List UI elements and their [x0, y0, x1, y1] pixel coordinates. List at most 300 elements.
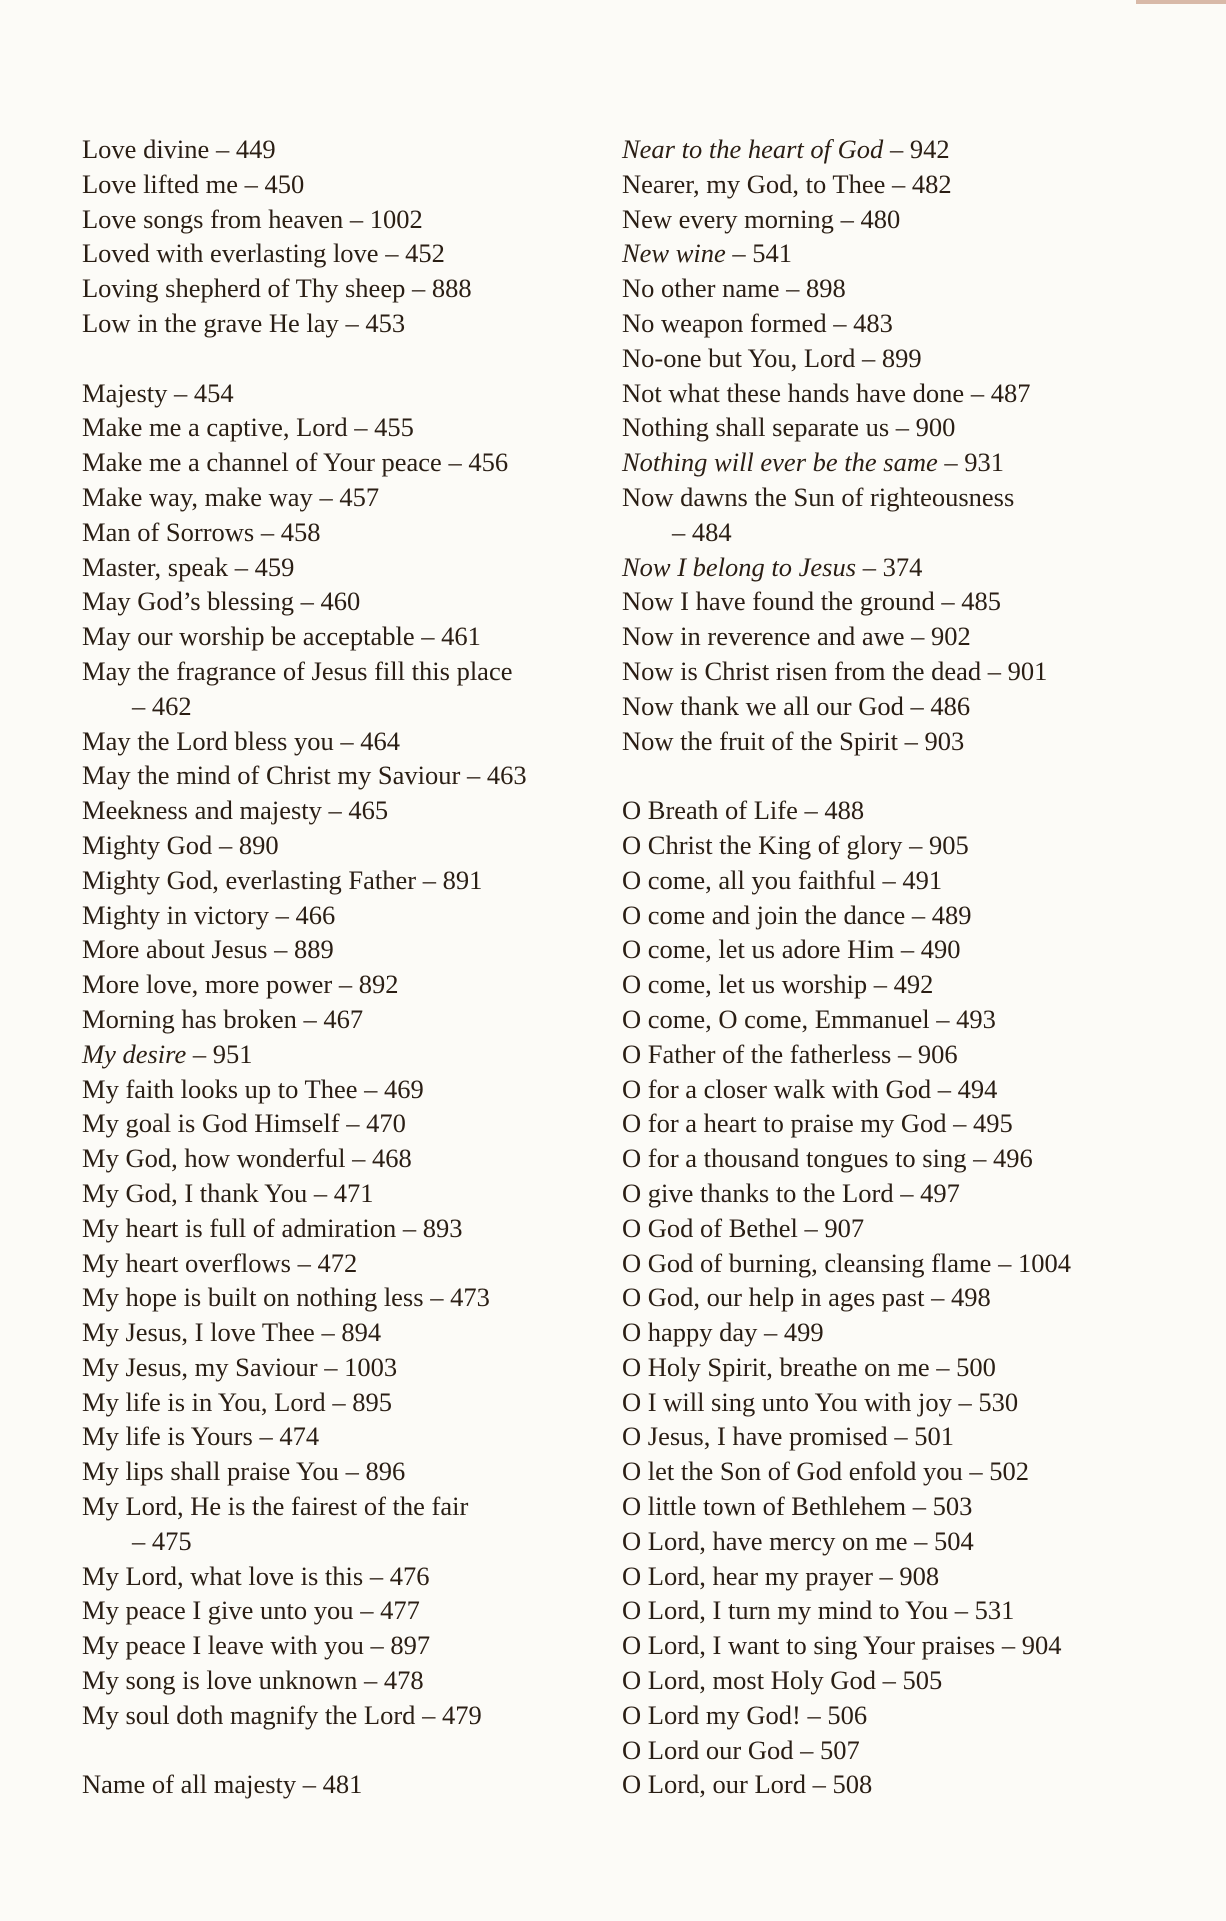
index-entry	[622, 1037, 1142, 1072]
index-entry	[622, 1419, 1142, 1454]
entry-separator: –	[991, 1247, 1018, 1278]
index-entry	[82, 236, 602, 271]
index-entry	[82, 1350, 602, 1385]
entry-separator: –	[405, 273, 432, 304]
entry-title: May God’s blessing	[82, 586, 294, 617]
entry-separator: –	[228, 551, 255, 582]
entry-separator: –	[905, 899, 932, 930]
entry-separator: –	[252, 1421, 280, 1452]
entry-title: O Lord my God!	[622, 1699, 801, 1730]
entry-number: 492	[893, 969, 934, 1000]
entry-title: My lips shall praise You	[82, 1456, 339, 1487]
entry-separator: –	[423, 1282, 451, 1313]
entry-separator: –	[338, 1456, 366, 1487]
entry-number: 473	[450, 1282, 490, 1313]
entry-separator: –	[296, 1769, 323, 1800]
entry-title: No weapon formed	[622, 307, 827, 338]
entry-title: Now the fruit of the Spirit	[622, 725, 898, 756]
index-entry	[622, 1559, 1142, 1594]
index-entry	[82, 445, 602, 480]
entry-number: 931	[964, 447, 1004, 478]
entry-number: 468	[372, 1143, 412, 1174]
index-entry	[82, 619, 602, 654]
index-entry	[622, 584, 1142, 619]
entry-title: Meekness and majesty	[82, 795, 322, 826]
entry-title: My life is Yours	[82, 1421, 253, 1452]
index-entry	[82, 1489, 602, 1559]
index-entry	[82, 167, 602, 202]
entry-title: Mighty God	[82, 829, 213, 860]
index-entry	[622, 1280, 1142, 1315]
entry-title: My goal is God Himself	[82, 1108, 340, 1139]
entry-separator: –	[934, 586, 962, 617]
entry-title: Now dawns the Sun of righteousness	[622, 481, 1015, 512]
entry-separator: –	[132, 690, 152, 721]
index-entry	[82, 306, 602, 341]
entry-title: Now thank we all our God	[622, 690, 904, 721]
entry-separator: –	[946, 1108, 974, 1139]
entry-title: May our worship be acceptable	[82, 621, 415, 652]
entry-number: 501	[914, 1421, 954, 1452]
entry-title: My song is love unknown	[82, 1665, 358, 1696]
entry-number: 891	[442, 864, 483, 895]
index-entry	[82, 654, 602, 724]
index-entry	[82, 132, 602, 167]
entry-separator: –	[378, 238, 406, 269]
entry-separator: –	[343, 203, 370, 234]
index-entry	[622, 898, 1142, 933]
entry-separator: –	[966, 1143, 993, 1174]
index-entry	[82, 1559, 602, 1594]
entry-separator: –	[883, 134, 910, 164]
index-entry	[622, 1350, 1142, 1385]
index-entry	[82, 1454, 602, 1489]
entry-number: 508	[832, 1769, 873, 1800]
entry-number: 489	[931, 899, 972, 930]
index-entry	[82, 1141, 602, 1176]
entry-separator: –	[800, 1699, 828, 1730]
entry-number: 904	[1021, 1630, 1062, 1661]
entry-separator: –	[907, 1525, 935, 1556]
entry-number: 505	[902, 1665, 943, 1696]
entry-number: 905	[928, 829, 969, 860]
entry-separator: –	[416, 864, 443, 895]
entry-title: No other name	[622, 273, 780, 304]
entry-separator: –	[906, 1491, 933, 1522]
index-entry	[622, 167, 1142, 202]
index-entry	[622, 236, 1142, 271]
section-gap	[622, 758, 1142, 793]
entry-number: 896	[365, 1456, 406, 1487]
entry-number: 458	[280, 516, 321, 547]
entry-number: 499	[783, 1317, 824, 1348]
entry-number: 455	[374, 412, 414, 443]
entry-number: 895	[352, 1386, 392, 1417]
entry-title: Low in the grave He lay	[82, 307, 339, 338]
entry-separator: –	[314, 1317, 342, 1348]
entry-title: O Lord, I want to sing Your praises	[622, 1630, 996, 1661]
index-entry	[622, 376, 1142, 411]
entry-number: 897	[390, 1630, 431, 1661]
entry-separator: –	[806, 1769, 833, 1800]
entry-number: 476	[389, 1560, 430, 1591]
index-entry	[82, 1002, 602, 1037]
index-entry	[622, 1593, 1142, 1628]
entry-number: 487	[990, 377, 1031, 408]
index-entry	[82, 1628, 602, 1663]
entry-title: O little town of Bethlehem	[622, 1491, 907, 1522]
index-entry	[82, 515, 602, 550]
entry-number: 477	[380, 1595, 420, 1626]
entry-separator: –	[894, 934, 921, 965]
entry-title: O Lord, I turn my mind to You	[622, 1595, 949, 1626]
entry-title: O give thanks to the Lord	[622, 1177, 894, 1208]
entry-title: O for a heart to praise my God	[622, 1108, 947, 1139]
entry-continuation	[82, 1524, 602, 1559]
entry-title: Mighty in victory	[82, 899, 269, 930]
entry-separator: –	[132, 1525, 152, 1556]
index-entry	[82, 967, 602, 1002]
entry-separator: –	[951, 1386, 979, 1417]
entry-number: 901	[1007, 655, 1048, 686]
entry-title: Mighty God, everlasting Father	[82, 864, 417, 895]
entry-separator: –	[441, 447, 469, 478]
index-entry	[622, 1002, 1142, 1037]
entry-number: 472	[317, 1247, 358, 1278]
entry-title: My hope is built on nothing less	[82, 1282, 424, 1313]
index-entry	[622, 1246, 1142, 1281]
entry-title: O Lord, most Holy God	[622, 1665, 876, 1696]
index-entry	[622, 619, 1142, 654]
entry-separator: –	[797, 1212, 825, 1243]
index-entry	[82, 1593, 602, 1628]
entry-title: Name of all majesty	[82, 1769, 297, 1800]
entry-number: 456	[468, 447, 509, 478]
entry-number: 892	[358, 969, 399, 1000]
entry-separator: –	[924, 1282, 951, 1313]
entry-title: May the Lord bless you	[82, 725, 334, 756]
index-entry	[622, 480, 1142, 550]
entry-title: O Lord, have mercy on me	[622, 1525, 908, 1556]
entry-number: 906	[917, 1038, 958, 1069]
entry-separator: –	[267, 934, 294, 965]
entry-separator: –	[357, 1665, 384, 1696]
entry-title: My life is in You, Lord	[82, 1386, 326, 1417]
index-entry	[82, 1176, 602, 1211]
entry-number: 453	[365, 307, 406, 338]
entry-title: O for a closer walk with God	[622, 1073, 932, 1104]
entry-title: O Holy Spirit, breathe on me	[622, 1351, 930, 1382]
index-entry	[82, 410, 602, 445]
entry-number: 490	[920, 934, 961, 965]
entry-separator: –	[964, 377, 991, 408]
entry-number: 498	[951, 1282, 991, 1313]
index-entry	[82, 1280, 602, 1315]
index-entry	[622, 1141, 1142, 1176]
entry-title: O come, all you faithful	[622, 864, 876, 895]
entry-separator: –	[186, 1038, 213, 1069]
entry-separator: –	[797, 795, 825, 826]
entry-number: 903	[924, 725, 965, 756]
entry-number: 899	[881, 342, 922, 373]
index-entry	[622, 445, 1142, 480]
entry-continuation	[82, 689, 602, 724]
entry-number: 506	[827, 1699, 868, 1730]
entry-number: 488	[824, 795, 865, 826]
entry-number: 1002	[369, 203, 423, 234]
index-entry	[622, 967, 1142, 1002]
entry-title: My God, how wonderful	[82, 1143, 346, 1174]
entry-number: 480	[860, 203, 901, 234]
entry-separator: –	[333, 725, 361, 756]
entry-separator: –	[396, 1212, 423, 1243]
index-entry	[82, 1767, 602, 1802]
entry-title: More love, more power	[82, 969, 333, 1000]
entry-separator: –	[325, 1386, 353, 1417]
entry-separator: –	[826, 307, 854, 338]
index-entry	[622, 1211, 1142, 1246]
entry-title: Now I belong to Jesus	[622, 551, 857, 582]
entry-title: Majesty	[82, 377, 168, 408]
index-entry	[82, 1106, 602, 1141]
entry-title: O God, our help in ages past	[622, 1282, 925, 1313]
page-edge-mark	[1136, 0, 1226, 4]
index-entry	[622, 1489, 1142, 1524]
entry-number: 459	[254, 551, 295, 582]
index-entry	[82, 480, 602, 515]
entry-number: 500	[956, 1351, 996, 1382]
entry-number: 902	[931, 621, 971, 652]
entry-separator: –	[981, 655, 1008, 686]
index-entry	[82, 1037, 602, 1072]
entry-number: 482	[911, 168, 952, 199]
entry-separator: –	[962, 1456, 990, 1487]
entry-title: O Lord our God	[622, 1734, 794, 1765]
index-entry	[82, 932, 602, 967]
index-entry	[82, 1072, 602, 1107]
entry-number: 530	[978, 1386, 1019, 1417]
index-entry	[622, 202, 1142, 237]
entry-number: 531	[974, 1595, 1015, 1626]
entry-separator: –	[347, 412, 375, 443]
index-entry	[82, 1385, 602, 1420]
entry-number: 900	[915, 412, 956, 443]
index-entry	[622, 1733, 1142, 1768]
entry-title: More about Jesus	[82, 934, 268, 965]
entry-title: My peace I leave with you	[82, 1630, 364, 1661]
entry-number: 898	[805, 273, 846, 304]
entry-title: Nothing shall separate us	[622, 412, 890, 443]
index-entry	[622, 271, 1142, 306]
entry-title: New every morning	[622, 203, 834, 234]
index-entry	[82, 1698, 602, 1733]
entry-separator: –	[268, 899, 296, 930]
entry-number: 484	[691, 516, 732, 547]
entry-separator: –	[353, 1595, 381, 1626]
index-entry	[622, 863, 1142, 898]
entry-number: 454	[193, 377, 234, 408]
entry-title: Make way, make way	[82, 481, 313, 512]
section-gap	[82, 341, 602, 376]
index-entry	[622, 1698, 1142, 1733]
entry-number: 474	[279, 1421, 320, 1452]
entry-separator: –	[672, 516, 692, 547]
entry-separator: –	[167, 377, 194, 408]
entry-separator: –	[872, 1560, 900, 1591]
entry-separator: –	[931, 1073, 958, 1104]
entry-number: 374	[882, 551, 923, 582]
index-entry	[622, 1315, 1142, 1350]
section-gap	[82, 1733, 602, 1768]
entry-separator: –	[725, 238, 753, 269]
entry-title: My Lord, He is the fairest of the fair	[82, 1491, 469, 1522]
index-entry	[622, 1176, 1142, 1211]
entry-separator: –	[291, 1247, 318, 1278]
entry-title: Morning has broken	[82, 1003, 297, 1034]
entry-title: My soul doth magnify the Lord	[82, 1699, 416, 1730]
entry-separator: –	[903, 690, 931, 721]
entry-title: My heart overflows	[82, 1247, 291, 1278]
entry-number: 502	[989, 1456, 1030, 1487]
entry-title: O come, let us worship	[622, 969, 868, 1000]
entry-separator: –	[312, 481, 340, 512]
entry-title: Now is Christ risen from the dead	[622, 655, 982, 686]
entry-separator: –	[757, 1317, 784, 1348]
index-entry	[82, 1419, 602, 1454]
index-entry	[622, 550, 1142, 585]
entry-number: 495	[973, 1108, 1013, 1139]
entry-title: Make me a captive, Lord	[82, 412, 348, 443]
entry-title: May the fragrance of Jesus fill this place	[82, 655, 513, 686]
index-entry	[82, 376, 602, 411]
entry-number: 450	[264, 168, 305, 199]
index-entry	[622, 306, 1142, 341]
entry-number: 496	[992, 1143, 1033, 1174]
index-entry	[622, 932, 1142, 967]
index-entry	[622, 1524, 1142, 1559]
entry-separator: –	[338, 307, 366, 338]
entry-number: 461	[441, 621, 481, 652]
entry-title: O Lord, hear my prayer	[622, 1560, 873, 1591]
entry-number: 457	[339, 481, 380, 512]
index-entry	[622, 1385, 1142, 1420]
entry-number: 469	[384, 1073, 424, 1104]
entry-title: O come, O come, Emmanuel	[622, 1003, 930, 1034]
entry-number: 507	[820, 1734, 860, 1765]
entry-separator: –	[929, 1003, 957, 1034]
entry-number: 889	[293, 934, 334, 965]
index-entry	[82, 758, 602, 793]
entry-title: O let the Son of God enfold you	[622, 1456, 963, 1487]
entry-number: 497	[920, 1177, 960, 1208]
entry-number: 503	[932, 1491, 973, 1522]
index-entry	[622, 828, 1142, 863]
entry-number: 541	[752, 238, 793, 269]
entry-separator: –	[212, 829, 239, 860]
entry-title: O God of burning, cleansing flame	[622, 1247, 992, 1278]
entry-separator: –	[898, 725, 925, 756]
index-entry	[82, 550, 602, 585]
entry-number: 483	[853, 307, 893, 338]
index-entry	[622, 689, 1142, 724]
entry-number: 888	[431, 273, 472, 304]
entry-number: 907	[824, 1212, 865, 1243]
index-entry	[82, 202, 602, 237]
entry-separator: –	[875, 1665, 903, 1696]
entry-title: O for a thousand tongues to sing	[622, 1143, 967, 1174]
entry-number: 494	[957, 1073, 998, 1104]
entry-title: Loved with everlasting love	[82, 238, 379, 269]
entry-separator: –	[238, 168, 265, 199]
entry-number: 475	[151, 1525, 192, 1556]
entry-separator: –	[867, 969, 894, 1000]
entry-title: New wine	[622, 238, 726, 269]
entry-title: My peace I give unto you	[82, 1595, 354, 1626]
entry-number: 486	[930, 690, 971, 721]
entry-title: Master, speak	[82, 551, 229, 582]
entry-title: My God, I thank You	[82, 1177, 308, 1208]
index-entry	[82, 828, 602, 863]
entry-separator: –	[904, 621, 932, 652]
entry-title: O Christ the King of glory	[622, 829, 903, 860]
entry-title: Not what these hands have done	[622, 377, 965, 408]
entry-separator: –	[363, 1630, 391, 1661]
entry-separator: –	[321, 795, 349, 826]
index-entry	[82, 1246, 602, 1281]
index-entry	[622, 341, 1142, 376]
entry-number: 1003	[344, 1351, 398, 1382]
entry-title: O Lord, our Lord	[622, 1769, 806, 1800]
entry-separator: –	[332, 969, 359, 1000]
index-entry	[622, 1072, 1142, 1107]
entry-separator: –	[296, 1003, 324, 1034]
entry-separator: –	[317, 1351, 345, 1382]
entry-number: 942	[909, 134, 950, 164]
entry-separator: –	[833, 203, 861, 234]
index-entry	[622, 410, 1142, 445]
index-entry	[622, 793, 1142, 828]
entry-title: Man of Sorrows	[82, 516, 255, 547]
entry-separator: –	[460, 760, 487, 791]
index-entry	[82, 271, 602, 306]
entry-separator: –	[414, 621, 442, 652]
entry-number: 485	[961, 586, 1002, 617]
entry-title: Nothing will ever be the same	[622, 447, 938, 478]
entry-title: My Jesus, I love Thee	[82, 1317, 315, 1348]
entry-number: 894	[341, 1317, 382, 1348]
entry-title: Loving shepherd of Thy sheep	[82, 273, 406, 304]
entry-title: O Jesus, I have promised	[622, 1421, 888, 1452]
entry-title: Love lifted me	[82, 168, 238, 199]
entry-number: 493	[956, 1003, 996, 1034]
entry-title: Love divine	[82, 134, 210, 164]
entry-separator: –	[893, 1177, 921, 1208]
index-entry	[622, 654, 1142, 689]
index-entry	[82, 1211, 602, 1246]
index-entry	[82, 1315, 602, 1350]
entry-separator: –	[363, 1560, 390, 1591]
entry-title: No-one but You, Lord	[622, 342, 856, 373]
entry-number: 466	[295, 899, 336, 930]
entry-separator: –	[339, 1108, 367, 1139]
entry-number: 491	[902, 864, 943, 895]
entry-number: 449	[235, 134, 276, 164]
index-column-left	[82, 132, 602, 1802]
entry-number: 467	[323, 1003, 364, 1034]
entry-separator: –	[855, 342, 882, 373]
index-column-right	[622, 132, 1142, 1802]
entry-separator: –	[294, 586, 321, 617]
